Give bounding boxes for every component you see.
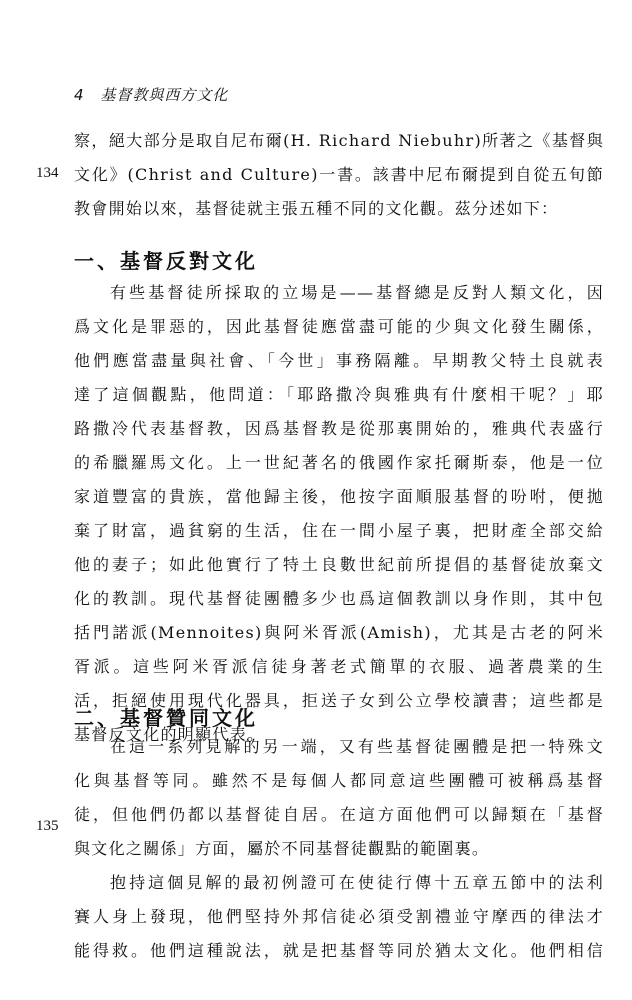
margin-page-number: 134 bbox=[36, 165, 59, 181]
running-title: 基督教與西方文化 bbox=[100, 86, 229, 104]
text-line: 徒，但他們仍都以基督徒自居。在這方面他們可以歸類在「基督 bbox=[74, 805, 604, 824]
text-line: 達了這個觀點，他問道：「耶路撒冷與雅典有什麼相干呢？」耶 bbox=[74, 385, 604, 404]
text-line: 基督反文化的明顯代表。 bbox=[74, 725, 265, 744]
text-line: 與文化之關係」方面，屬於不同基督徒觀點的範圍裏。 bbox=[74, 839, 490, 858]
section-heading: 二、基督贊同文化 bbox=[74, 706, 258, 730]
text-line: 抱持這個見解的最初例證可在使徒行傳十五章五節中的法利 bbox=[110, 873, 604, 892]
intro-paragraph bbox=[74, 124, 604, 226]
text-line: 他的妻子；如此他實行了特土良數世紀前所提倡的基督徒放棄文 bbox=[74, 555, 604, 574]
page-number: 4 bbox=[74, 86, 85, 104]
text-line: 教會開始以來，基督徒就主張五種不同的文化觀。茲分述如下： bbox=[74, 199, 559, 218]
text-line: 有些基督徒所採取的立場是——基督總是反對人類文化，因 bbox=[110, 283, 604, 302]
text-line: 能得救。他們這種說法，就是把基督等同於猶太文化。他們相信 bbox=[74, 941, 604, 960]
text-line: 家道豐富的貴族，當他歸主後，他按字面順服基督的吩咐，便拋 bbox=[74, 487, 604, 506]
text-line: 化的教訓。現代基督徒團體多少也爲這個教訓以身作則，其中包 bbox=[74, 589, 604, 608]
text-line: 他們應當盡量與社會、「今世」事務隔離。早期教父特土良就表 bbox=[74, 351, 604, 370]
running-header bbox=[74, 84, 228, 105]
text-line: 的希臘羅馬文化。上一世紀著名的俄國作家托爾斯泰，他是一位 bbox=[74, 453, 604, 472]
margin-page-number: 135 bbox=[36, 818, 59, 834]
text-line: 賽人身上發現，他們堅持外邦信徒必須受割禮並守摩西的律法才 bbox=[74, 907, 604, 926]
text-line: 化與基督等同。雖然不是每個人都同意這些團體可被稱爲基督 bbox=[74, 771, 604, 790]
text-line: 括門諾派(Mennoites)與阿米胥派(Amish)，尤其是古老的阿米 bbox=[74, 623, 604, 642]
section-1-body bbox=[74, 276, 604, 752]
text-line: 活，拒絕使用現代化器具，拒送子女到公立學校讀書；這些都是 bbox=[74, 691, 604, 710]
text-line: 察，絕大部分是取自尼布爾(H. Richard Niebuhr)所著之《基督與 bbox=[74, 131, 604, 150]
text-line: 在這一系列見解的另一端，又有些基督徒團體是把一特殊文 bbox=[110, 737, 604, 756]
text-line: 胥派。這些阿米胥派信徒身著老式簡單的衣服、過著農業的生 bbox=[74, 657, 604, 676]
text-line: 爲文化是罪惡的，因此基督徒應當盡可能的少與文化發生關係， bbox=[74, 317, 604, 336]
section-heading: 一、基督反對文化 bbox=[74, 249, 258, 273]
section-2-body bbox=[74, 730, 604, 968]
text-line: 文化》(Christ and Culture)一書。該書中尼布爾提到自從五旬節 bbox=[74, 165, 604, 184]
text-line: 路撒冷代表基督教，因爲基督教是從那裏開始的，雅典代表盛行 bbox=[74, 419, 604, 438]
text-line: 棄了財富，過貧窮的生活，住在一間小屋子裏，把財產全部交給 bbox=[74, 521, 604, 540]
